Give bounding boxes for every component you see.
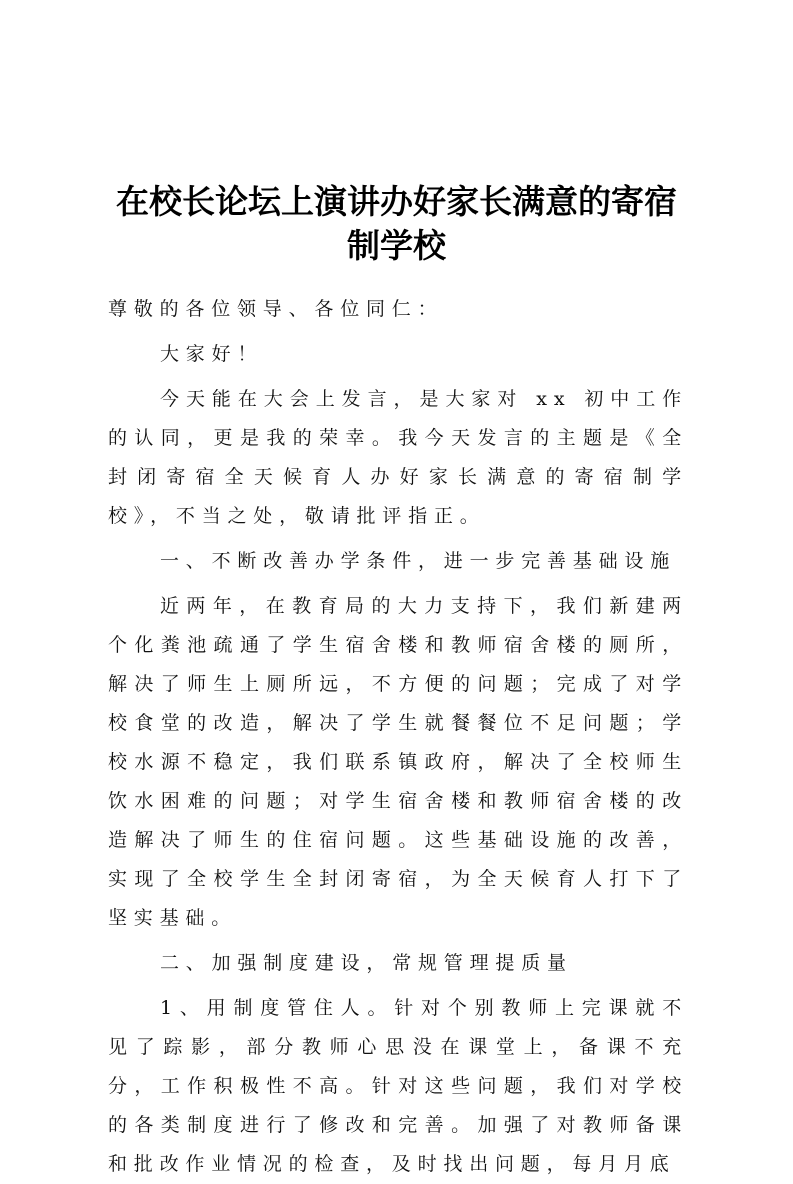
greeting-paragraph: 大家好！ <box>160 343 264 365</box>
section-1-paragraph: 近两年，在教育局的大力支持下，我们新建两个化粪池疏通了学生宿舍楼和教师宿舍楼的厕所，解决了师生上厕所远，不方便的问题；完成了对学校食堂的改造，解决了学生就餐餐位不足问题；学校水源不稳定，我们联系镇政府，解决了全校师生饮水困难的问题；对学生宿舍楼和教师宿舍楼的改造解决了师生的住宿问题。这些基础设施的改善，实现了全校学生全封闭寄宿，为全天候育人打下了坚实基础。 <box>108 595 688 929</box>
intro-paragraph: 今天能在大会上发言，是大家对 xx 初中工作的认同，更是我的荣幸。我今天发言的主题是《全封闭寄宿全天候育人办好家长满意的寄宿制学校》，不当之处，敬请批评指正。 <box>108 388 688 527</box>
document-body <box>108 290 688 1184</box>
section-heading-1: 一、不断改善办学条件，进一步完善基础设施 <box>160 550 677 572</box>
section-2-paragraph: 1、用制度管住人。针对个别教师上完课就不见了踪影，部分教师心思没在课堂上，备课不充分，工作积极性不高。针对这些问题，我们对学校的各类制度进行了修改和完善。加强了对教师备课和批改作业情况的检查，及时找出问题，每月月底 <box>108 997 688 1175</box>
salutation: 尊敬的各位领导、各位同仁： <box>108 298 444 320</box>
document-title: 在校长论坛上演讲办好家长满意的寄宿制学校 <box>116 182 677 266</box>
section-heading-2: 二、加强制度建设，常规管理提质量 <box>160 952 573 974</box>
